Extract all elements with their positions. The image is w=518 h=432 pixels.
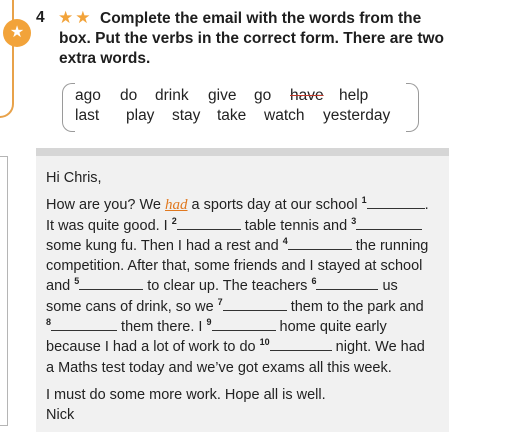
gap-number-5: 5: [74, 276, 80, 287]
email-text-segment: a sports day at our school: [187, 197, 362, 214]
gap-number-4: 4: [282, 236, 288, 247]
word-ago: ago: [75, 87, 101, 104]
gap-number-1: 1: [361, 195, 367, 206]
email-text-segment: and: [46, 278, 75, 295]
answer-blank-7[interactable]: [223, 297, 287, 311]
gap-number-10: 10: [259, 337, 270, 348]
answer-blank-5[interactable]: [79, 276, 143, 290]
email-text-segment: us: [378, 278, 398, 295]
word-play: play: [126, 107, 155, 124]
difficulty-stars: ★★: [58, 8, 93, 27]
word-last: last: [75, 107, 100, 124]
email-text-segment: some cans of drink, so we: [46, 298, 218, 315]
gap-number-3: 3: [351, 215, 357, 226]
gap-number-7: 7: [217, 296, 223, 307]
email-text-segment: It was quite good. I: [46, 217, 172, 234]
email-text-segment: them to the park and: [286, 298, 424, 315]
email-text-segment: a Maths test today and we’ve got exams all this week.: [46, 359, 392, 376]
email-body: [46, 168, 441, 426]
email-text-segment: .: [424, 197, 429, 214]
gap-number-8: 8: [46, 317, 52, 328]
answer-blank-9[interactable]: [212, 317, 276, 331]
email-text-segment: competition. After that, some friends and I stayed at school: [46, 258, 423, 275]
email-text-segment: some kung fu. Then I had a rest and: [46, 237, 283, 254]
answer-blank-10[interactable]: [270, 337, 332, 351]
answer-blank-3[interactable]: [356, 216, 422, 230]
email-text-segment: home quite early: [275, 319, 387, 336]
word-take: take: [217, 107, 247, 124]
word-help: help: [339, 87, 369, 104]
word-box: [62, 83, 419, 132]
example-answer: had: [165, 197, 188, 214]
email-text-segment: to clear up. The teachers: [143, 278, 312, 295]
email-closing-line: I must do some more work. Hope all is well.: [46, 386, 326, 403]
answer-blank-2[interactable]: [177, 216, 241, 230]
adjacent-panel-edge: [0, 156, 8, 426]
section-border: [0, 0, 14, 118]
email-paragraph: [46, 195, 441, 378]
answer-blank-4[interactable]: [288, 236, 352, 250]
email-panel: [36, 148, 449, 432]
answer-blank-1[interactable]: [367, 195, 425, 209]
gap-number-2: 2: [171, 215, 177, 226]
answer-blank-6[interactable]: [316, 276, 378, 290]
email-text-segment: the running: [351, 237, 429, 254]
gap-number-6: 6: [311, 276, 317, 287]
email-text-segment: because I had a lot of work to do: [46, 339, 260, 356]
word-box-right-bracket: [406, 83, 419, 132]
email-signature: Nick: [46, 407, 75, 424]
word-watch: watch: [264, 107, 305, 124]
exercise-instruction: Complete the email with the words from the box. Put the verbs in the correct form. There are two extra words.: [59, 10, 445, 67]
word-go: go: [254, 87, 272, 104]
email-greeting: Hi Chris,: [46, 170, 102, 186]
word-yesterday: yesterday: [323, 107, 391, 124]
email-text-segment: them there. I: [117, 319, 207, 336]
star-icon: ★: [3, 19, 31, 47]
email-text-segment: How are you? We: [46, 197, 166, 214]
email-text-segment: table tennis and: [240, 217, 352, 234]
exercise-number: 4: [36, 9, 45, 26]
answer-blank-8[interactable]: [51, 317, 117, 331]
word-have-crossed-out: have: [290, 87, 324, 104]
word-stay: stay: [172, 107, 201, 124]
word-do: do: [120, 87, 138, 104]
word-drink: drink: [155, 87, 189, 104]
gap-number-9: 9: [206, 317, 212, 328]
word-box-left-bracket: [62, 83, 75, 132]
email-text-segment: night. We had: [331, 339, 425, 356]
word-give: give: [208, 87, 237, 104]
